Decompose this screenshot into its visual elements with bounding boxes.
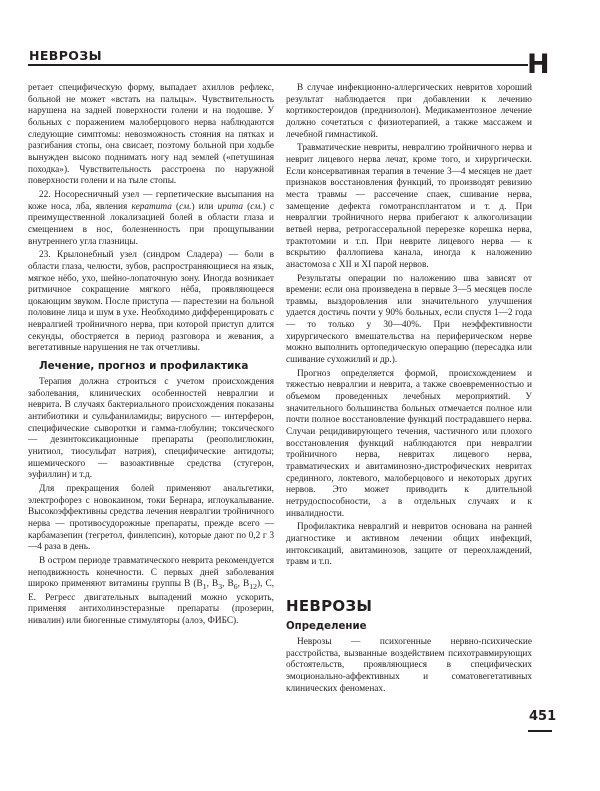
page-header [28,44,528,68]
paragraph: Прогноз определяется формой, происхождением и тяжестью невралгии и неврита, а также своевременностью и объемом проведенных лечебных мероприятий. У значительного большинства больных отмечается полное или почти полное восстановление функций пострадавшего нерва. Случаи рецидивирующего течения, частичного или плохого восстановления функций наблюдаются при невралгии тройничного нерва, невритах лицевого нерва, травматических и авитаминозно-дистрофических невритах срединного, локтевого, малоберцового и некоторых других нервов. Это может приводить к длительной нетрудоспособности, а в отдельных случаях и к инвалидности. [286,368,532,519]
section-letter-tab: Н [527,49,550,80]
paragraph: В случае инфекционно-аллергических невритов хороший результат наблюдается при добавлении к лечению кортикостероидов (преднизолон). Медикаментозное лечение должно сочетаться с физиотерапией, а также массажем и лечебной гимнастикой. [286,83,532,140]
paragraph: ретает специфическую форму, выпадает ахиллов рефлекс, больной не может «встать на пальцы». Чувствительность нарушена на задней поверхности голени и на подошве. У больных с поражением малоберцового нерва наблюдаются следующие симптомы: невозможность стояния на пятках и разгибания стопы, она свисает, поэтому больной при ходьбе вынужден высоко поднимать ногу над землей («петушиная походка»). Чувствительность расстроена по наружной поверхности голени и на тыле стопы. [28,83,274,187]
subscript: 12 [249,582,257,592]
paragraph: Результаты операции по наложению шва зависят от времени: если она произведена в первые 3—5 месяцев после травмы, выздоровления или значительного улучшения удается достичь почти у 90% больных, если спустя 1—2 года — то только у 30—40%. При неэффективности хирургического вмешательства на периферическом нерве можно выполнить ортопедическую операцию (пересадка или сшивание сухожилий и др.). [286,273,532,366]
running-head-title: НЕВРОЗЫ [29,48,102,63]
paragraph-pterygopalatine-ganglion: 23. Крылонебный узел (синдром Сладера) — боли в области глаза, челюсти, зубов, распространяющиеся на язык, мягкое нёбо, ухо, шейно-лопаточную зону. Иногда возникает ритмичное сокращение мягкого нёба, проявляющееся цокающим звуком. После приступа — парестезии на больной половине лица и шум в ухе. Необходимо дифференцировать с невралгией тройничного нерва, при которой приступ длится секунды, обостряется в период разговора и жевания, а вегетативные нарушения не так отчетливы. [28,250,274,354]
text-run: , В [222,579,234,590]
section-title-neuroses: НЕВРОЗЫ [286,596,373,615]
text-run: , В [237,579,250,590]
text-run: 22. Носоресничный узел — герпетические высыпания на коже носа, лба, явления [28,189,274,212]
paragraph-vitamins [28,556,274,628]
paragraph-nasociliary-ganglion [28,190,274,248]
subheading-definition: Определение [286,620,367,632]
subheading-treatment: Лечение, прогноз и профилактика [39,360,249,373]
subscript: 1 [202,582,207,592]
text-run: ( [242,201,251,212]
term-iritis: ирита [217,201,243,212]
right-column [286,83,532,695]
text-run: В остром периоде травматического неврита рекомендуется неподвижность конечности. С первых дней заболевания широко применяют витамины группы В (В [28,555,274,590]
header-rule [28,64,528,66]
term-keratitis: кератита [131,201,172,212]
paragraph: Терапия должна строиться с учетом происхождения заболевания, клинических особенностей невралгии и неврита. В случаях бактериального происхождения показаны антибиотики и сульфаниламиды; вирусного — интерферон, специфические сыворотки и гамма-глобулин; токсического — дезинтоксикационные препараты (реополиглюкин, унитиол, тиосульфат натрия), специфические антидоты; ишемического — вазоактивные средства (стугерон, эуфиллин) и т.д. [28,377,274,481]
paragraph: Травматические невриты, невралгию тройничного нерва и неврит лицевого нерва лечат, кроме того, и хирургически. Если консервативная терапия в течение 3—4 месяцев не дает признаков восстановления функций, то производят ревизию места травмы — рассечение спаек, сшивание нерва, замещение дефекта гомотрансплантатом и т. д. При невралгии тройничного нерва прибегают к алкоголизации ветвей нерва, ретрогассеральной перерезке корешка нерва, трактотомии и т.п. При неврите лицевого нерва — к вскрытию фаллопиева канала, иногда к наложению анастомоза с XII и XI парой нервов. [286,143,532,270]
text-run: ( [171,201,180,212]
page-number: 451 [529,709,557,724]
text-run: ) или [191,201,218,212]
subscript: 6 [233,582,238,592]
paragraph: Профилактика невралгий и невритов основана на ранней диагностике и активном лечении общих инфекций, интоксикаций, авитаминозов, защите от переохлаждений, травм и т.п. [286,522,532,568]
text-run: ) с преимущественной локализацией болей в области глаза и смещением в нос, болезненность при прощупывании внутреннего угла глазницы. [28,201,275,247]
see-reference: см. [250,201,263,212]
page-number-rule [528,730,552,732]
paragraph-definition: Неврозы — психогенные нервно-психические расстройства, вызванные воздействием психотравмирующих обстоятельств, проявляющиеся в специфических эмоционально-аффективных и соматовегетативных клинических феноменах. [286,636,532,694]
see-reference: см. [179,201,192,212]
text-run: ), С, Е. Регресс двигательных выпадений можно ускорить, применяя антихолинэстеразные препараты (прозерин, нивалин) или биогенные стимуляторы (алоэ, ФИБС). [28,579,275,627]
text-run: , В [206,579,219,590]
left-column [28,83,274,628]
subscript: 3 [218,582,223,592]
paragraph: Для прекращения болей применяют анальгетики, электрофорез с новокаином, токи Бернара, иглоукалывание. Высокоэффективны средства лечения невралгии тройничного нерва — противосудорожные препараты, прежде всего — карбамазепин (тегретол, финлепсин), которые дают по 0,2 г 3—4 раза в день. [28,484,274,553]
